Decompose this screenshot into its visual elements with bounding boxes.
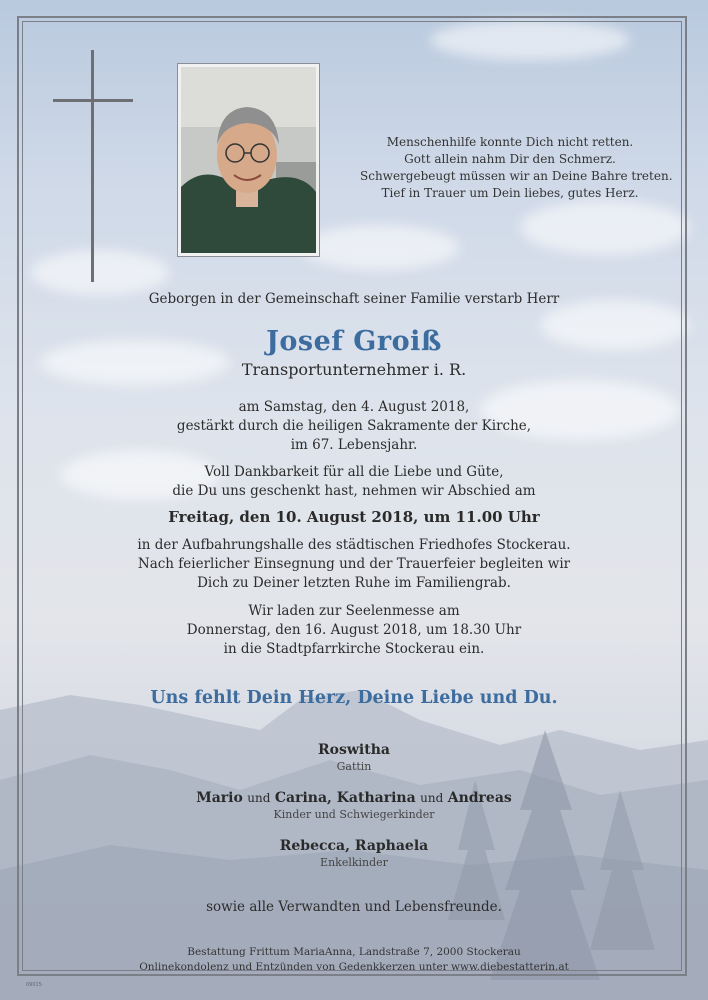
mourner-children-names	[40, 790, 668, 806]
footer	[40, 945, 668, 975]
mourner-grandchildren-relation: Enkelkinder	[320, 856, 388, 869]
cross-icon	[91, 50, 94, 282]
funeral-place-line: in der Aufbahrungshalle des städtischen Friedhofes Stockerau.	[137, 537, 571, 553]
death-info-line: im 67. Lebensjahr.	[290, 437, 418, 453]
deceased-title: Transportunternehmer i. R.	[241, 360, 467, 379]
child-name: Andreas	[447, 790, 512, 806]
death-info-line: gestärkt durch die heiligen Sakramente der Kirche,	[176, 418, 532, 434]
poem-line: Gott allein nahm Dir den Schmerz.	[404, 152, 616, 166]
corner-code: 09015	[26, 982, 42, 988]
funeral-place-line: Nach feierlicher Einsegnung und der Trauerfeier begleiten wir	[137, 556, 571, 572]
poem-line: Menschenhilfe konnte Dich nicht retten.	[386, 135, 634, 149]
poem	[360, 134, 673, 202]
death-info	[40, 398, 668, 455]
intro-text: Geborgen in der Gemeinschaft seiner Familie verstarb Herr	[148, 291, 560, 307]
mass-line: Wir laden zur Seelenmesse am	[248, 603, 460, 619]
mourner-children-relation: Kinder und Schwiegerkinder	[273, 808, 435, 821]
mourner-spouse-name: Roswitha	[318, 742, 390, 758]
mass-line: Donnerstag, den 16. August 2018, um 18.30 Uhr	[186, 622, 522, 638]
slogan: Uns fehlt Dein Herz, Deine Liebe und Du.	[150, 688, 558, 708]
portrait-image	[181, 67, 316, 253]
conjunction: und	[247, 791, 271, 805]
closing-text: sowie alle Verwandten und Lebensfreunde.	[206, 899, 502, 915]
death-info-line: am Samstag, den 4. August 2018,	[238, 399, 470, 415]
cross-icon-bar	[53, 99, 133, 102]
poem-line: Schwergebeugt müssen wir an Deine Bahre treten.	[360, 169, 673, 183]
portrait-photo	[177, 63, 320, 257]
poem-line: Tief in Trauer um Dein liebes, gutes Herz.	[381, 186, 639, 200]
farewell-text	[40, 463, 668, 501]
footer-line: Onlinekondolenz und Entzünden von Gedenkkerzen unter www.diebestatterin.at	[139, 961, 569, 973]
mourner-spouse-relation: Gattin	[336, 760, 372, 773]
funeral-place	[40, 536, 668, 593]
deceased-name: Josef Groiß	[266, 326, 442, 357]
farewell-line: Voll Dankbarkeit für all die Liebe und Güte,	[204, 464, 504, 480]
conjunction: und	[420, 791, 444, 805]
farewell-line: die Du uns geschenkt hast, nehmen wir Abschied am	[172, 483, 536, 499]
mourner-grandchildren-names: Rebecca, Raphaela	[279, 838, 429, 854]
footer-line: Bestattung Frittum MariaAnna, Landstraße 7, 2000 Stockerau	[187, 946, 521, 958]
funeral-date: Freitag, den 10. August 2018, um 11.00 Uhr	[168, 508, 540, 526]
mass-info	[40, 602, 668, 659]
child-name: Carina, Katharina	[274, 790, 416, 806]
mass-line: in die Stadtpfarrkirche Stockerau ein.	[223, 641, 485, 657]
child-name: Mario	[196, 790, 243, 806]
funeral-place-line: Dich zu Deiner letzten Ruhe im Familiengrab.	[197, 575, 511, 591]
